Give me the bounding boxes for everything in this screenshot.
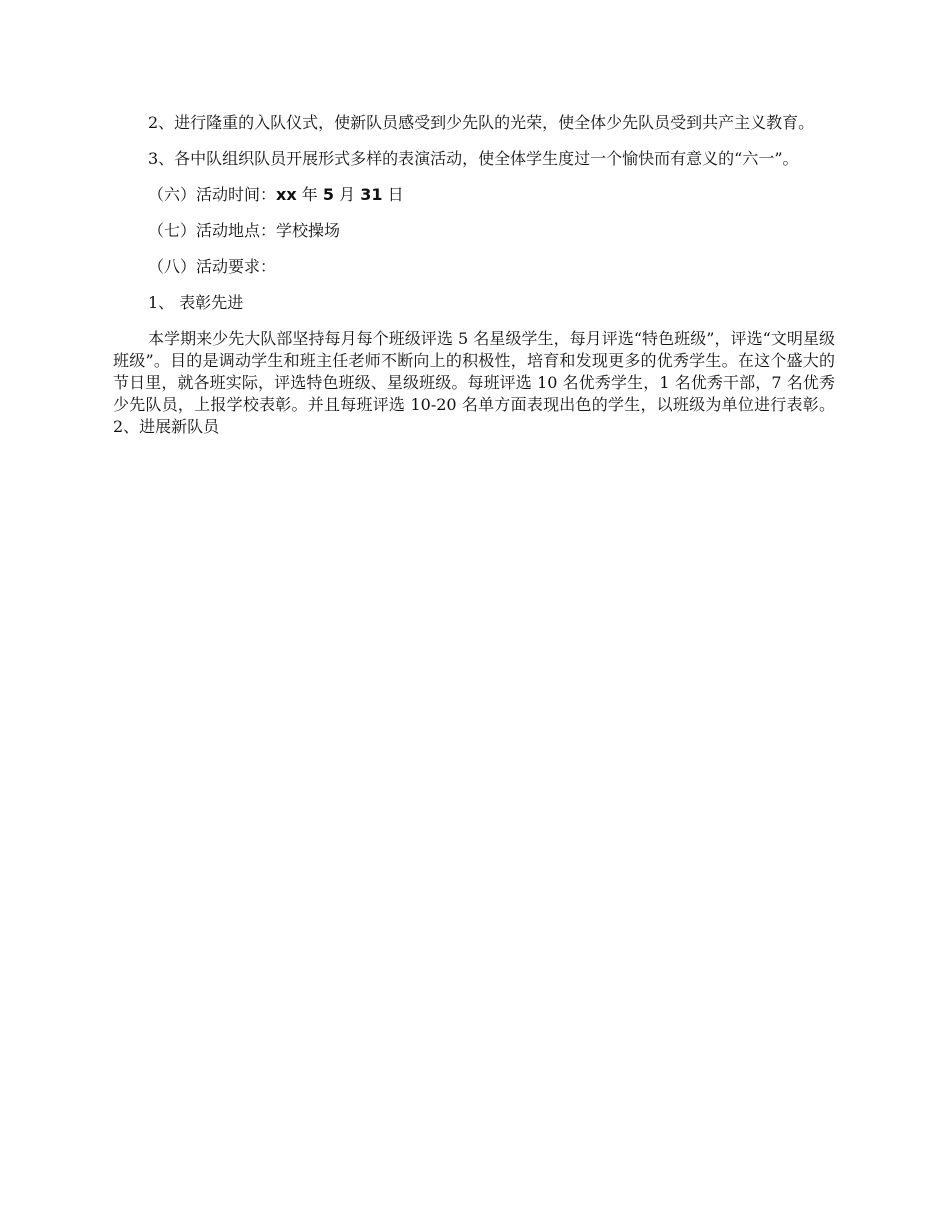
activity-time-line xyxy=(113,184,835,206)
activity-requirements-line: （八）活动要求： xyxy=(148,257,277,276)
activity-time-day-unit: 日 xyxy=(387,185,404,204)
paragraph-star-students: 本学期来少先大队部坚持每月每个班级评选 5 名星级学生，每月评选“特色班级”，评选“文明星级班级”。目的是调动学生和班主任老师不断向上的积极性，培育和发现更多的优秀学生。在这个盛大的节日里，就各班实际，评选特色班级、星级班级。每班评选 10 名优秀学生，1 名优秀干部，7 名优秀少先队员，上报学校表彰。并且每班评选 10-20 名单方面表现出色的学生，以班级为单位进行表彰。 2、进展新队员 xyxy=(113,329,835,436)
activity-place-line: （七）活动地点：学校操场 xyxy=(148,221,341,240)
activity-time-year: xx xyxy=(276,185,297,204)
item-commend-advanced: 1、 表彰先进 xyxy=(148,293,244,312)
activity-time-year-unit: 年 xyxy=(301,185,318,204)
activity-time-month-unit: 月 xyxy=(339,185,356,204)
activity-time-month: 5 xyxy=(322,185,334,204)
activity-time-label: （六）活动时间： xyxy=(148,185,277,204)
document-body xyxy=(113,112,835,452)
paragraph-performance-activities: 3、各中队组织队员开展形式多样的表演活动，使全体学生度过一个愉快而有意义的“六一”。 xyxy=(148,149,799,168)
activity-time-day: 31 xyxy=(360,185,383,204)
paragraph-initiation-ceremony: 2、进行隆重的入队仪式，使新队员感受到少先队的光荣，使全体少先队员受到共产主义教育。 xyxy=(148,113,815,132)
